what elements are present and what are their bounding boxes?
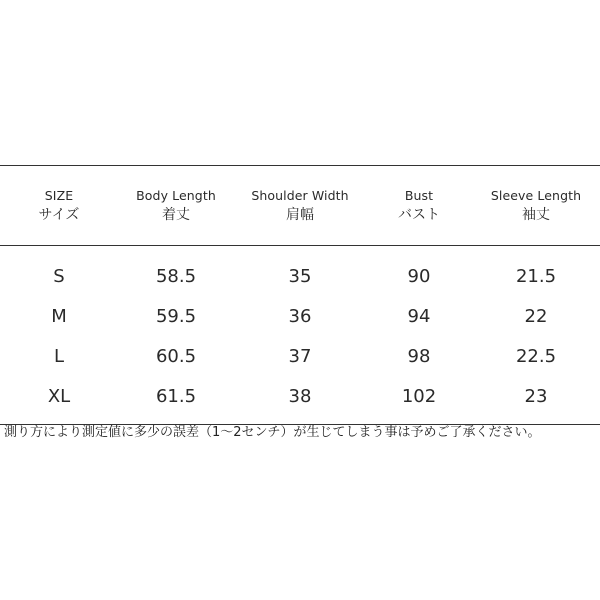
table-row-l: [0, 336, 600, 376]
header-body-length-en: Body Length: [136, 187, 216, 203]
header-bust-jp: バスト: [398, 206, 440, 223]
cell-bust: 94: [407, 305, 431, 327]
header-size: [0, 187, 118, 225]
cell-size: L: [53, 345, 65, 367]
header-sleeve-length-en: Sleeve Length: [490, 187, 582, 203]
cell-sleeve-length: 22.5: [515, 345, 557, 367]
table-body: [0, 246, 600, 416]
cell-body-length: 58.5: [155, 265, 197, 287]
cell-bust: 98: [407, 345, 431, 367]
header-row: [0, 166, 600, 245]
header-bust-en: Bust: [404, 187, 434, 203]
cell-shoulder-width: 37: [288, 345, 312, 367]
cell-shoulder-width: 36: [288, 305, 312, 327]
header-size-jp: サイズ: [38, 206, 80, 223]
header-size-en: SIZE: [44, 187, 74, 203]
measurement-note: 測り方により測定値に多少の誤差（1〜2センチ）が生じてしまう事は予めご了承ください。: [4, 425, 541, 440]
header-body-length-jp: 着丈: [162, 206, 190, 223]
cell-size: XL: [47, 385, 71, 407]
header-shoulder-width-jp: 肩幅: [286, 206, 314, 223]
header-shoulder-width: [234, 187, 366, 225]
cell-shoulder-width: 38: [288, 385, 312, 407]
header-bust: [366, 187, 472, 225]
cell-body-length: 61.5: [155, 385, 197, 407]
cell-bust: 90: [407, 265, 431, 287]
header-body-length: [118, 187, 234, 225]
header-sleeve-length-jp: 袖丈: [522, 206, 550, 223]
cell-size: S: [53, 265, 65, 287]
cell-sleeve-length: 23: [524, 385, 548, 407]
cell-sleeve-length: 22: [524, 305, 548, 327]
cell-size: M: [51, 305, 67, 327]
table-row-xl: [0, 376, 600, 416]
header-shoulder-width-en: Shoulder Width: [251, 187, 349, 203]
cell-shoulder-width: 35: [288, 265, 312, 287]
cell-bust: 102: [401, 385, 437, 407]
header-sleeve-length: [472, 187, 600, 225]
cell-sleeve-length: 21.5: [515, 265, 557, 287]
table-row-s: [0, 256, 600, 296]
cell-body-length: 60.5: [155, 345, 197, 367]
size-chart-table: [0, 165, 600, 425]
cell-body-length: 59.5: [155, 305, 197, 327]
table-row-m: [0, 296, 600, 336]
